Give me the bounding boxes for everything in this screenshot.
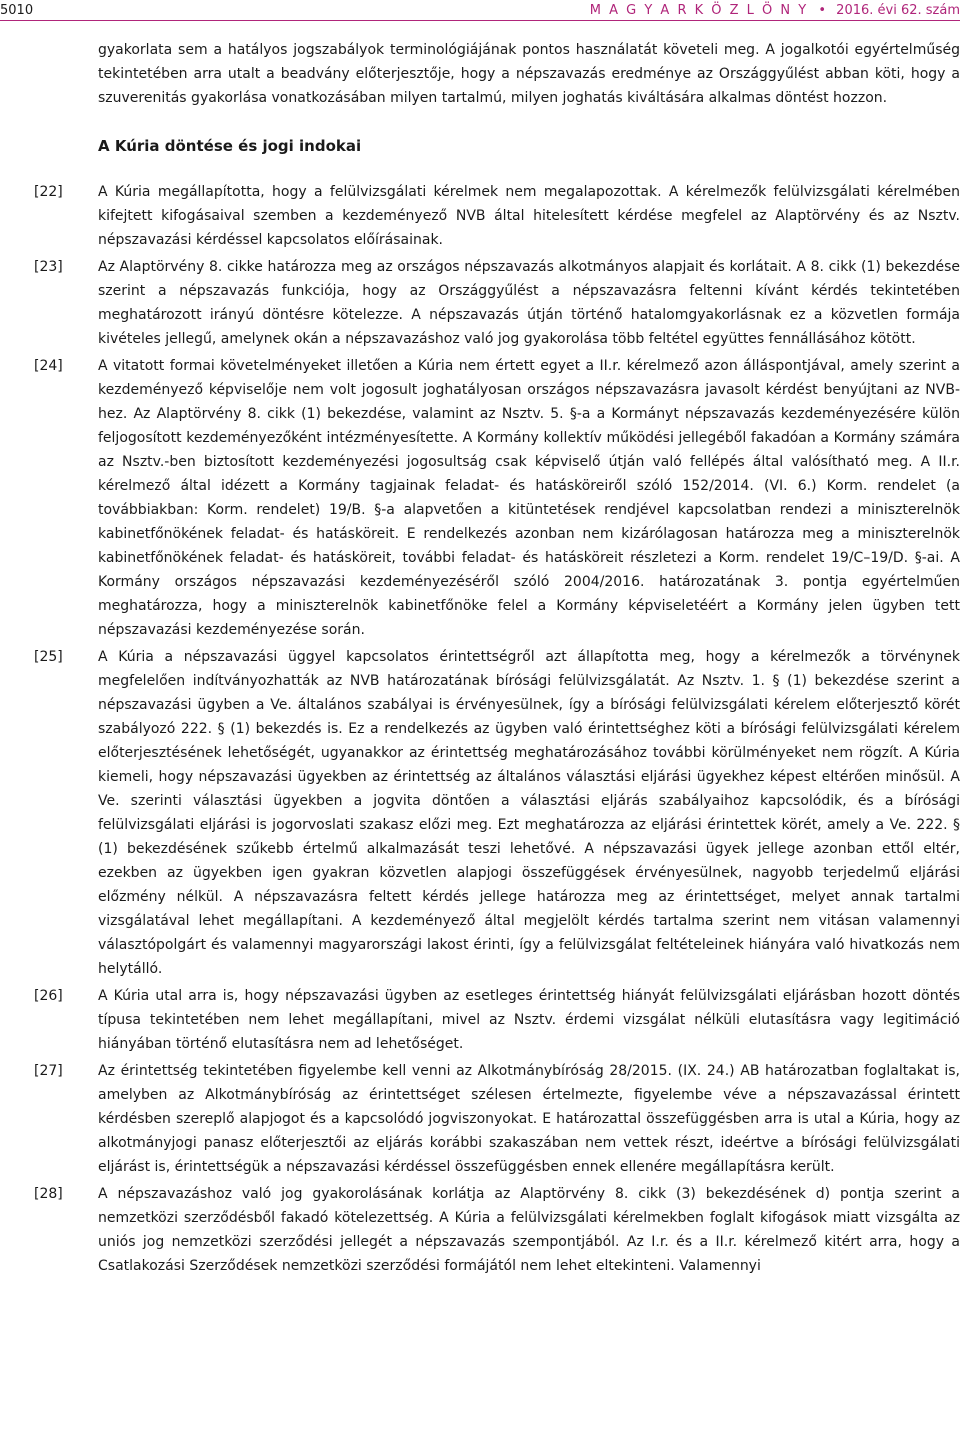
header-separator: • — [818, 2, 827, 18]
section-title: A Kúria döntése és jogi indokai — [98, 137, 362, 155]
issue-number: 2016. évi 62. szám — [836, 2, 960, 18]
paragraph-number: [27] — [34, 1063, 63, 1079]
paragraph-number: [24] — [34, 358, 63, 374]
paragraph-text: A Kúria utal arra is, hogy népszavazási ügyben az esetleges érintettség hiányát felülvizsgálati eljárásban hozott döntés típusa tekintetében nem lehet megállapítani, mivel az Nsztv. érdemi vizsgálat nélküli elutasításra vagy legitimáció hiányában történő elutasításra nem ad lehetőséget. — [98, 988, 960, 1052]
paragraph — [34, 255, 960, 351]
document-body — [34, 38, 960, 1281]
journal-title: M A G Y A R K Ö Z L Ö N Y — [589, 2, 809, 18]
header-right — [590, 3, 960, 18]
paragraph-number: [25] — [34, 649, 63, 665]
paragraph-text: A Kúria megállapította, hogy a felülvizsgálati kérelmek nem megalapozottak. A kérelmezők felülvizsgálati kérelmében kifejtett kifogásaival szemben a kezdeményező NVB által hitelesített kérdése megfelel az Alaptörvény és az Nsztv. népszavazási kérdéssel kapcsolatos előírásainak. — [98, 184, 960, 248]
paragraph-text: A Kúria a népszavazási üggyel kapcsolatos érintettségről azt állapította meg, hogy a kérelmezők a törvénynek megfelelően indítványozhatták az NVB határozatának bírósági felülvizsgálatát. Az Nsztv. 1. § (1) bekezdése szerint a népszavazási ügyben a Ve. általános szabályai is érvényesülnek, így a bírósági felülvizsgálati kérelem előterjesztő körét szabályozó 222. § (1) bekezdés is. Ez a rendelkezés az ügyben való érintettséghez köti a bírósági felülvizsgálati kérelem előterjesztésének lehetőségét, ugyanakkor az érintettség meghatározásához további körülményeket nem rögzít. A Kúria kiemeli, hogy népszavazási ügyekben az érintettség az általános választási eljárási ügyekhez képest eltérően minősül. A Ve. szerinti választási ügyekben a jogvita döntően a választási eljárás szabályaihoz kapcsolódik, és a bírósági felülvizsgálati eljárási is jogorvoslati szakasz előzi meg. Ezt meghatározza az eljárási érintettek körét, amely a Ve. 222. § (1) bekezdésének szűkebb értelmű alkalmazását teszi lehetővé. A népszavazási ügyek jellege azonban ettől eltér, ezekben az ügyekben igen gyakran közvetlen alapjogi összefüggések érvényesülnek, nagyobb terjedelmű eljárási előzmény nélkül. A népszavazásra feltett kérdés jellege határozza meg az érintettséget, melyet annak tartalmi vizsgálatával lehet megállapítani. A kezdeményező által megjelölt kérdés tartalma szerint nem vitásan valamennyi választópolgárt és valamennyi magyarországi lakost érinti, így a felülvizsgálat feltételeinek hiányára való hivatkozás nem helytálló. — [98, 649, 960, 977]
paragraph-text: A népszavazáshoz való jog gyakorolásának korlátja az Alaptörvény 8. cikk (3) bekezdésének d) pontja szerint a nemzetközi szerződésből fakadó kötelezettség. A Kúria a felülvizsgálati kérelmekben foglalt kifogások miatt vizsgálta az uniós jog nemzetközi szerződési jellegét a népszavazás szempontjából. Az I.r. és a II.r. kérelmező kitért arra, hogy a Csatlakozási Szerződések nemzetközi szerződési formájától nem lehet eltekinteni. Valamennyi — [98, 1186, 960, 1274]
paragraph-text: Az Alaptörvény 8. cikke határozza meg az országos népszavazás alkotmányos alapjait és korlátait. A 8. cikk (1) bekezdése szerint a népszavazás funkciója, hogy az Országgyűlést a népszavazásra feltenni kívánt kérdés tekintetében meghatározott irányú döntésre kötelezze. A népszavazás útján történő hatalomgyakorlásnak ez a közvetlen formája kivételes jellegű, amelynek okán a népszavazáshoz való jog gyakorolása több feltétel együttes fennállásához kötött. — [98, 259, 960, 347]
paragraph-number: [26] — [34, 988, 63, 1004]
paragraph — [34, 1059, 960, 1179]
intro-paragraph: gyakorlata sem a hatályos jogszabályok terminológiájának pontos használatát követeli meg. A jogalkotói egyértelműség tekintetében arra utalt a beadvány előterjesztője, hogy a népszavazás eredménye az Országgyűlést abban köti, hogy a szuverenitás gyakorlása vonatkozásában milyen tartalmú, milyen joghatás kiváltására alkalmas döntést hozzon. — [98, 42, 960, 106]
paragraph-number: [23] — [34, 259, 63, 275]
paragraph-number: [28] — [34, 1186, 63, 1202]
paragraph — [34, 354, 960, 642]
paragraph — [34, 984, 960, 1056]
page-header — [0, 0, 960, 20]
paragraph-text: A vitatott formai követelményeket illetően a Kúria nem értett egyet a II.r. kérelmező azon álláspontjával, amely szerint a kezdeményező képviselője nem volt jogosult joghatályosan országos népszavazásra javasolt kérdést benyújtani az NVB-hez. Az Alaptörvény 8. cikk (1) bekezdése, valamint az Nsztv. 5. §-a a Kormányt népszavazás kezdeményezésére külön feljogosított kezdeményezőként intézményesítette. A Kormány kollektív működési jellegéből fakadóan a Kormány számára az Nsztv.-ben biztosított kezdeményezési jogosultság csak képviselő útján való fellépés által valósítható meg. A II.r. kérelmező által idézett a Kormány tagjainak feladat- és hatásköreiről szóló 152/2014. (VI. 6.) Korm. rendelet (a továbbiakban: Korm. rendelet) 19/B. §-a alapvetően a kitüntetések rendjével kapcsolatban rendezi a miniszterelnök kabinetfőnökének feladat- és hatásköreit. E rendelkezés azonban nem kizárólagosan határozza meg a miniszterelnök kabinetfőnökének feladat- és hatásköreit, további feladat- és hatásköreit részletezi a Korm. rendelet 19/C–19/D. §-ai. A Kormány országos népszavazási kezdeményezéséről szóló 2004/2016. határozatának 3. pontja egyértelműen meghatározza, hogy a miniszterelnök kabinetfőnöke felel a Kormány képviseletéért a Kormány jelen ügyben tett népszavazási kezdeményezése során. — [98, 358, 960, 638]
paragraph — [34, 180, 960, 252]
page-number: 5010 — [0, 2, 34, 18]
paragraph — [34, 1182, 960, 1278]
paragraph — [34, 645, 960, 981]
paragraph-text: Az érintettség tekintetében figyelembe kell venni az Alkotmánybíróság 28/2015. (IX. 24.) AB határozatban foglaltakat is, amelyben az Alkotmánybíróság az érintettséget szélesen értelmezte, figyelembe véve a népszavazással érintett kérdésben szereplő alapjogot és a kapcsolódó jogviszonyokat. E határozattal összefüggésben arra is utal a Kúria, hogy az alkotmányjogi panasz előterjesztői az eljárás korábbi szakaszában nem vettek részt, ideértve a bírósági felülvizsgálati eljárást is, érintettségük a népszavazási kérdéssel összefüggésben ennek ellenére megállapításra került. — [98, 1063, 960, 1175]
paragraph-number: [22] — [34, 184, 63, 200]
header-divider — [0, 20, 960, 21]
